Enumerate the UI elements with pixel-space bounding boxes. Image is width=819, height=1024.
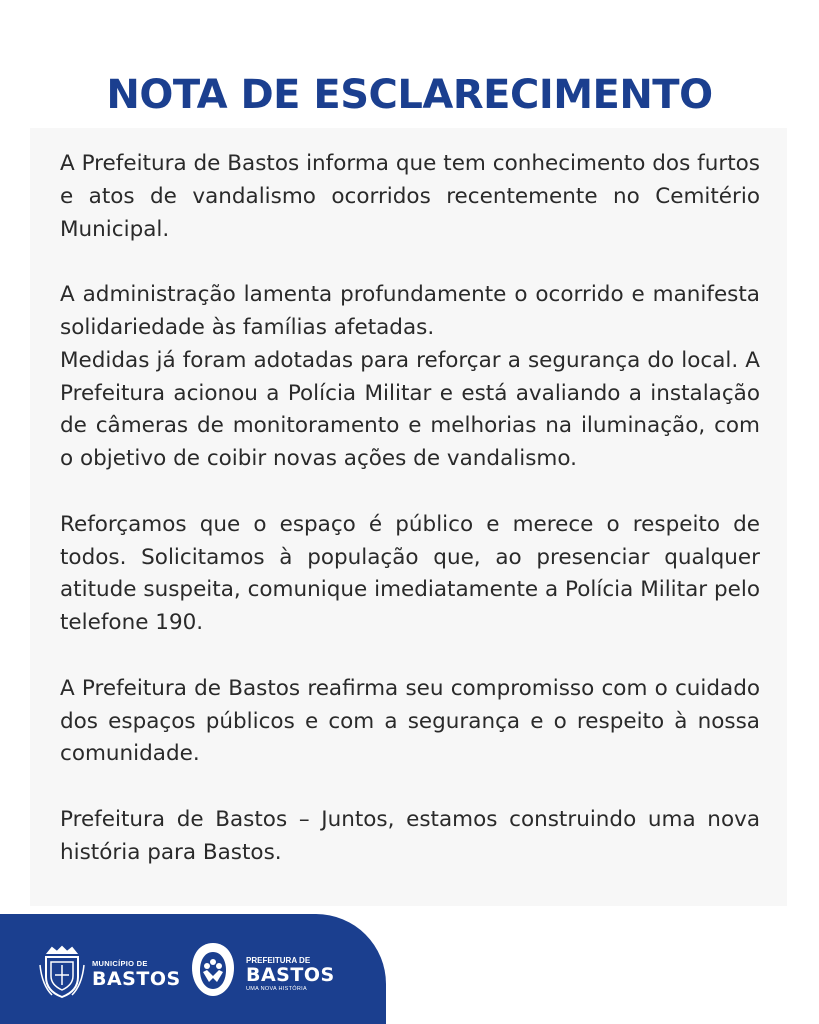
paragraph-intro: A Prefeitura de Bastos informa que tem conhecimento dos furtos e atos de vandalismo ocorridos recentemente no Cemitério Municipal. (60, 151, 760, 242)
municipio-label: MUNICÍPIO DE (92, 959, 148, 968)
prefeitura-name: BASTOS (246, 964, 335, 986)
coat-of-arms-icon (38, 945, 86, 1001)
paragraph-commitment: A Prefeitura de Bastos reafirma seu compromisso com o cuidado dos espaços públicos e com a segurança e o respeito à nossa comunidade. (60, 675, 760, 767)
statement-body (60, 148, 760, 870)
prefeitura-logo-text (246, 956, 335, 993)
prefeitura-logo-icon (188, 940, 238, 1000)
municipio-name: BASTOS (92, 968, 181, 990)
paragraph-public-space: Reforçamos que o espaço é público e merece o respeito de todos. Solicitamos à população que, ao presenciar qualquer atitude suspeita, comunique imediatamente a Polícia Militar pelo telefone 190. (60, 511, 760, 636)
municipio-logo-text (92, 959, 181, 990)
paragraph-solidarity: A administração lamenta profundamente o ocorrido e manifesta solidariedade às famílias afetadas. (60, 282, 760, 340)
paragraph-measures: Medidas já foram adotadas para reforçar a segurança do local. A Prefeitura acionou a Polícia Militar e está avaliando a instalação de câmeras de monitoramento e melhorias na iluminação, com o objetivo de coibir novas ações de vandalismo. (60, 347, 760, 472)
prefeitura-label: PREFEITURA DE (246, 956, 311, 965)
paragraph-signature: Prefeitura de Bastos – Juntos, estamos construindo uma nova história para Bastos. (60, 806, 760, 865)
prefeitura-tagline: UMA NOVA HISTÓRIA (246, 986, 307, 992)
page-title: NOTA DE ESCLARECIMENTO (106, 72, 713, 118)
